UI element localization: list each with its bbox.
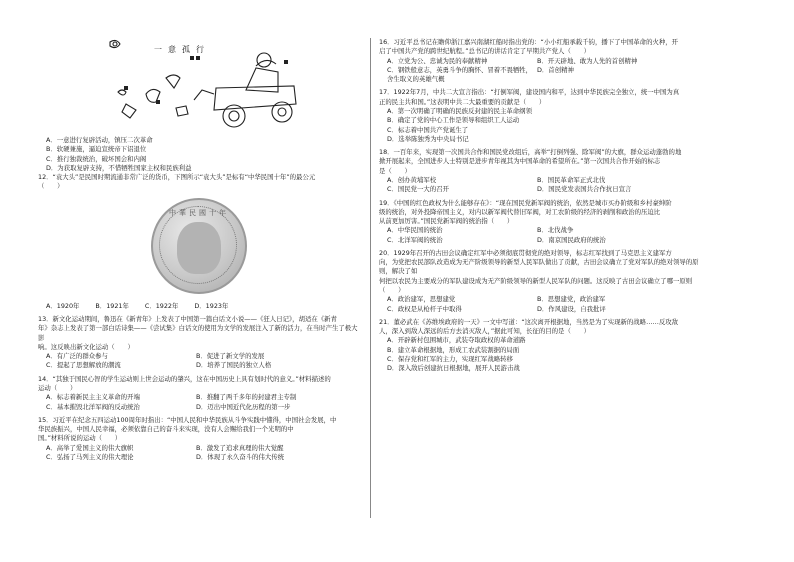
q16-option-a: A．立党为公、忠诚为民的奉献精神 <box>387 56 488 65</box>
q20-line2: 向，为党把农民部队改造成为无产阶级领导的新型人民军队做出了贡献，古田会议确立了党对军队的绝对领导的原则，解决了如 <box>379 258 699 276</box>
q18-option-d: D．国民党发表国共合作抗日宣言 <box>537 185 632 194</box>
q19-options-row2 <box>387 236 709 245</box>
q16-options-row2 <box>387 66 709 85</box>
q19-line3: 从前更加厉害。”国民党新军阀的统治指（ ） <box>379 217 514 226</box>
right-column <box>379 38 709 374</box>
q20-options-row2 <box>387 305 709 314</box>
q13-options-row1 <box>46 352 360 361</box>
q20-options-row1 <box>387 295 709 304</box>
q19-options-row1 <box>387 226 709 235</box>
q12-option-a: A．1920年 <box>46 301 80 310</box>
q20-option-c: C．政权是从枪杆子中取得 <box>387 304 462 313</box>
q17-option-b: B．确定了党的中心工作是领导和组织工人运动 <box>387 116 520 125</box>
q12-option-c: C．1922年 <box>144 301 179 310</box>
q18-options-row2 <box>387 185 709 194</box>
coin-figure <box>38 198 360 294</box>
column-divider <box>370 38 371 518</box>
q12-option-d: D．1923年 <box>194 301 229 310</box>
coin-portrait <box>177 222 221 274</box>
cartoon-title: 一意孤行 <box>154 45 210 54</box>
q11-option-a: A．一意进行复辟活动，镇压二次革命 <box>46 136 153 144</box>
q14-options-row1 <box>46 393 360 402</box>
q18-option-a: A．创办黄埔军校 <box>387 175 437 184</box>
q19-option-a: A．中华民国的统治 <box>387 226 443 235</box>
q14-options-row2 <box>46 403 360 412</box>
q15-option-d: D．体现了永久奋斗的伟大传统 <box>196 452 284 461</box>
q18-option-b: B．国民革命军正式北伐 <box>537 175 606 184</box>
q15-line3: 国。”材料所说的运动（ ） <box>38 434 122 443</box>
q16-option-c: C．钢铁般意志，英勇斗争的胸怀、冒着不畏牺牲，舍生取义的英雄气概 <box>387 65 533 84</box>
q13-line1: 13．新文化运动期间，鲁迅在《新青年》上发表了中国第一篇白话文小说——《狂人日记》，胡适在《新青 <box>38 314 337 323</box>
q18-line1: 18．一百年来，实现第一次国共合作和国民党改组后，高举“打倒列强、除军阀”的大旗，群众运动蓬勃的地 <box>379 148 682 157</box>
coin-image <box>151 198 247 294</box>
q14-option-a: A．标志着新民主主义革命的开端 <box>46 393 140 402</box>
q15-line2: 华民族振兴，中国人民幸福，必须依靠自己的奋斗来实现，没有人会赐给我们一个光明的中 <box>38 425 294 434</box>
q16-line2: 启了中国共产党的跨世纪航程。”总书记的讲话肯定了早期共产党人（ ） <box>379 47 590 56</box>
q21-line2: 人，深入到敌人深远的后方去消灭敌人，”据此可知，长征的目的是（ ） <box>379 327 590 336</box>
q19-line2: 级的统治，对外投降帝国主义，对内以新军阀代替旧军阀，对工农阶级的经济的剥削和政治的压迫比 <box>379 207 661 216</box>
q17-line1: 17．1922年7月，中共二大宣言指出：“打倒军阀，建设国内和平，达到中华民族完全独立，统一中国为真 <box>379 88 680 97</box>
q15-option-b: B．激发了追求真理的伟大觉醒 <box>196 443 284 452</box>
q16-option-b: B．开天辟地、敢为人先的首创精神 <box>537 56 638 65</box>
q21-option-b: B．建立革命根据地，形成工农武装割据的局面 <box>387 345 520 354</box>
q15-option-c: C．弘扬了马列主义的伟大理论 <box>46 452 134 461</box>
left-column <box>38 38 360 462</box>
q11-option-d: D．为获取复辟支持，不惜牺牲国家主权和民族利益 <box>46 163 192 172</box>
q15-option-a: A．高举了爱国主义的伟大旗帜 <box>46 443 134 452</box>
q19-option-b: B．北伐战争 <box>537 226 574 235</box>
q13-line3: 响。这反映出新文化运动（ ） <box>38 342 134 351</box>
q20-line1: 20．1929年召开的古田会议确定红军中必须彻底贯彻党的绝对领导，标志红军找到了马克思主义建军方 <box>379 248 672 257</box>
q21-option-a: A．开辟新村包围城市，武装夺取政权的革命道路 <box>387 336 526 345</box>
q13-option-c: C．提起了思想解放的潮流 <box>46 361 121 370</box>
q14-option-b: B．推翻了两千多年的封建君主专制 <box>196 393 297 402</box>
q18-option-c: C．国民党一大的召开 <box>387 185 449 194</box>
q14-line1: 14．“其独于国民心智的学生运动则上世会运动的肇兴，这在中国历史上具有划时代的意义。”材料描述的 <box>38 374 331 383</box>
q20-option-b: B．思想建党，政治建军 <box>537 295 606 304</box>
q17-option-d: D．选举陈独秀为中央局书记 <box>387 134 469 143</box>
q13-option-b: B．促进了新文学的发展 <box>196 352 265 361</box>
q21-option-c: C．保存党和红军的主力，实现红军战略转移 <box>387 355 513 363</box>
q19-option-c: C．北洋军阀的统治 <box>387 235 443 244</box>
q12-options <box>46 302 360 311</box>
q15-options-row2 <box>46 453 360 462</box>
q21-option-d: D．深入敌后创建抗日根据地，展开人民游击战 <box>387 364 520 373</box>
q14-option-d: D．迈出中国近代化历程的第一步 <box>196 402 291 411</box>
coin-inscription: 中華民國十年 <box>169 208 229 217</box>
q11-option-b: B．软硬兼施，逼迫宣统帝下诏退位 <box>46 145 147 154</box>
q15-line1: 15．习近平在纪念五四运动100周年时指出：“中国人民和中华民族从斗争实践中懂得，中国社会发展，中 <box>38 415 337 424</box>
q16-options-row1 <box>387 57 709 66</box>
q12-option-b: B．1921年 <box>95 301 129 310</box>
q17-option-c: C．标志着中国共产党诞生了 <box>387 125 469 134</box>
cartoon-figure <box>106 38 306 130</box>
q18-options-row1 <box>387 176 709 185</box>
q13-options-row2 <box>46 361 360 370</box>
q18-line2: 掀开展起来，全国进步人士特别是进步青年视其为中国革命的希望所在。”第一次国共合作开始的标志 <box>379 157 661 166</box>
q16-option-d: D．首创精神 <box>537 65 574 74</box>
q12-line2: （ ） <box>38 182 64 191</box>
q12-line1: 12．“袁大头”是民国时期流通非常广泛的货币，下图所示“袁大头”是标有“中华民国十年”的最公元 <box>38 173 316 182</box>
q15-options-row1 <box>46 444 360 453</box>
q20-line3: 何把以农民为主要成分的军队建设成为无产阶级领导的新型人民军队的问题。这反映了古田会议确立了哪一原则（ ） <box>379 276 693 295</box>
q19-option-d: D．南京国民政府的统治 <box>537 235 606 244</box>
q18-line3: 是（ ） <box>379 166 411 175</box>
q13-line2: 年》杂志上发表了第一部白话诗集——《尝试集》白话文的使用为文学的发展注入了新的活力，在当时产生了极大影 <box>38 324 358 342</box>
q16-line1: 16．习近平总书记在瞻仰浙江嘉兴南湖红船时指出党的：“小小红船承载千钧，播下了中国革命的火种，开 <box>379 38 679 46</box>
q14-option-c: C．基本摧毁北洋军阀的反动统治 <box>46 402 140 411</box>
q21-line1: 21．董必武在《苏维埃政府的一天》一文中写道：“这次离开根据地，当然是为了实现新的战略……反攻敌 <box>379 317 679 326</box>
q20-option-a: A．政治建军，思想建党 <box>387 295 456 304</box>
q13-option-a: A．有广泛的群众参与 <box>46 352 108 361</box>
q17-option-a: A．第一次明确了明确的民族反封建的民主革命纲领 <box>387 106 532 115</box>
q20-option-d: D．作风建设，自我批评 <box>537 304 606 313</box>
q14-line2: 运动（ ） <box>38 383 77 392</box>
q17-line2: 正的民主共和国。”这表明中共二大最重要的贡献是（ ） <box>379 97 546 106</box>
q11-option-c: C．推行独裁统治，破坏国会和内阁 <box>46 154 147 163</box>
q13-option-d: D．培养了国民的独立人格 <box>196 361 272 370</box>
q19-line1: 19．《中国的红色政权为什么能够存在》：“现在国民党新军阀的统治，依然是城市买办阶级和乡村豪绅阶 <box>379 198 672 207</box>
